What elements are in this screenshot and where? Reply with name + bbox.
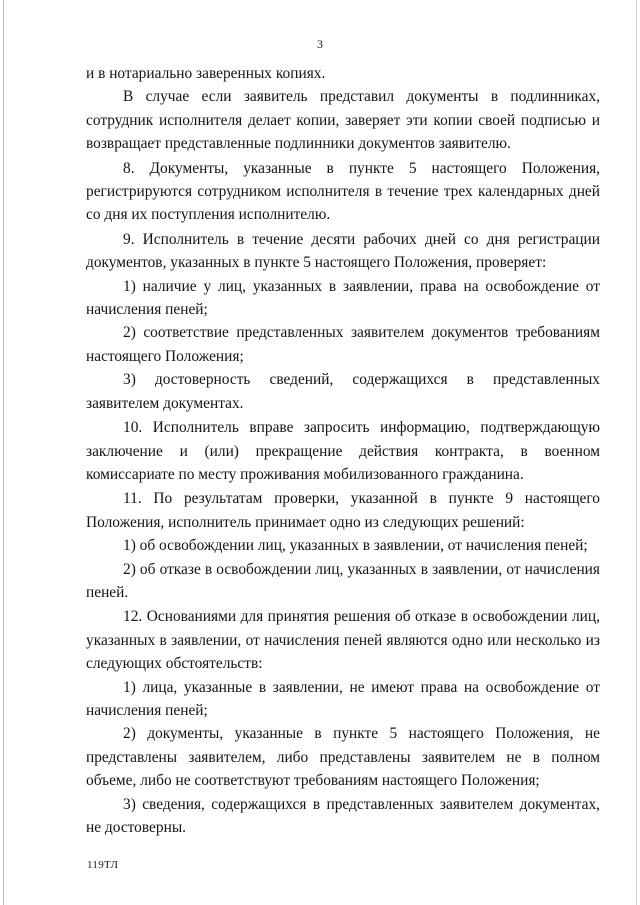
paragraph-9-item-2: 2) соответствие представленных заявителем документов требованиям настоящего Положения; [86,324,600,365]
paragraph-originals: В случае если заявитель представил документы в подлинниках, сотрудник исполнителя делает копии, заверяет эти копии своей подписью и возвращает представленные подлинники документов заявителю. [86,88,600,153]
paragraph-12-item-1: 1) лица, указанные в заявлении, не имеют права на освобождение от начисления пеней; [86,678,600,719]
paragraph-11: 11. По результатам проверки, указанной в пункте 9 настоящего Положения, исполнитель принимает одно из следующих решений: [86,490,600,531]
paragraph-9-item-1: 1) наличие у лиц, указанных в заявлении, права на освобождение от начисления пеней; [86,277,600,319]
document-body [86,62,600,839]
page-number: 3 [317,37,323,51]
paragraph-9: 9. Исполнитель в течение десяти рабочих дней со дня регистрации документов, указанных в пункте 5 настоящего Положения, проверяет: [86,230,600,272]
paragraph-9-item-3: 3) достоверность сведений, содержащихся в представленных заявителем документах. [86,371,600,412]
paragraph-8: 8. Документы, указанные в пункте 5 настоящего Положения, регистрируются сотрудником исполнителя в течение трех календарных дней со дня их поступления исполнителю. [86,159,600,224]
paragraph-12-item-3: 3) сведения, содержащихся в представленных заявителем документах, не достоверны. [86,795,600,836]
paragraph-continuation: и в нотариально заверенных копиях. [86,65,326,82]
scan-edge-right [636,0,637,905]
paragraph-11-item-2: 2) об отказе в освобождении лиц, указанных в заявлении, от начисления пеней. [86,560,600,601]
paragraph-12-item-2: 2) документы, указанные в пункте 5 настоящего Положения, не представлены заявителем, либо представлены заявителем не в полном объеме, либо не соответствуют требованиям настоящего Положения; [86,725,600,790]
document-code: 119ТЛ [87,859,119,871]
paragraph-11-item-1: 1) об освобождении лиц, указанных в заявлении, от начисления пеней; [123,537,588,555]
scan-edge-left [3,0,4,905]
paragraph-10: 10. Исполнитель вправе запросить информацию, подтверждающую заключение и (или) прекращение действия контракта, в военном комиссариате по месту проживания мобилизованного гражданина. [86,419,600,483]
paragraph-12: 12. Основаниями для принятия решения об отказе в освобождении лиц, указанных в заявлении, от начисления пеней являются одно или несколько из следующих обстоятельств: [86,608,600,673]
